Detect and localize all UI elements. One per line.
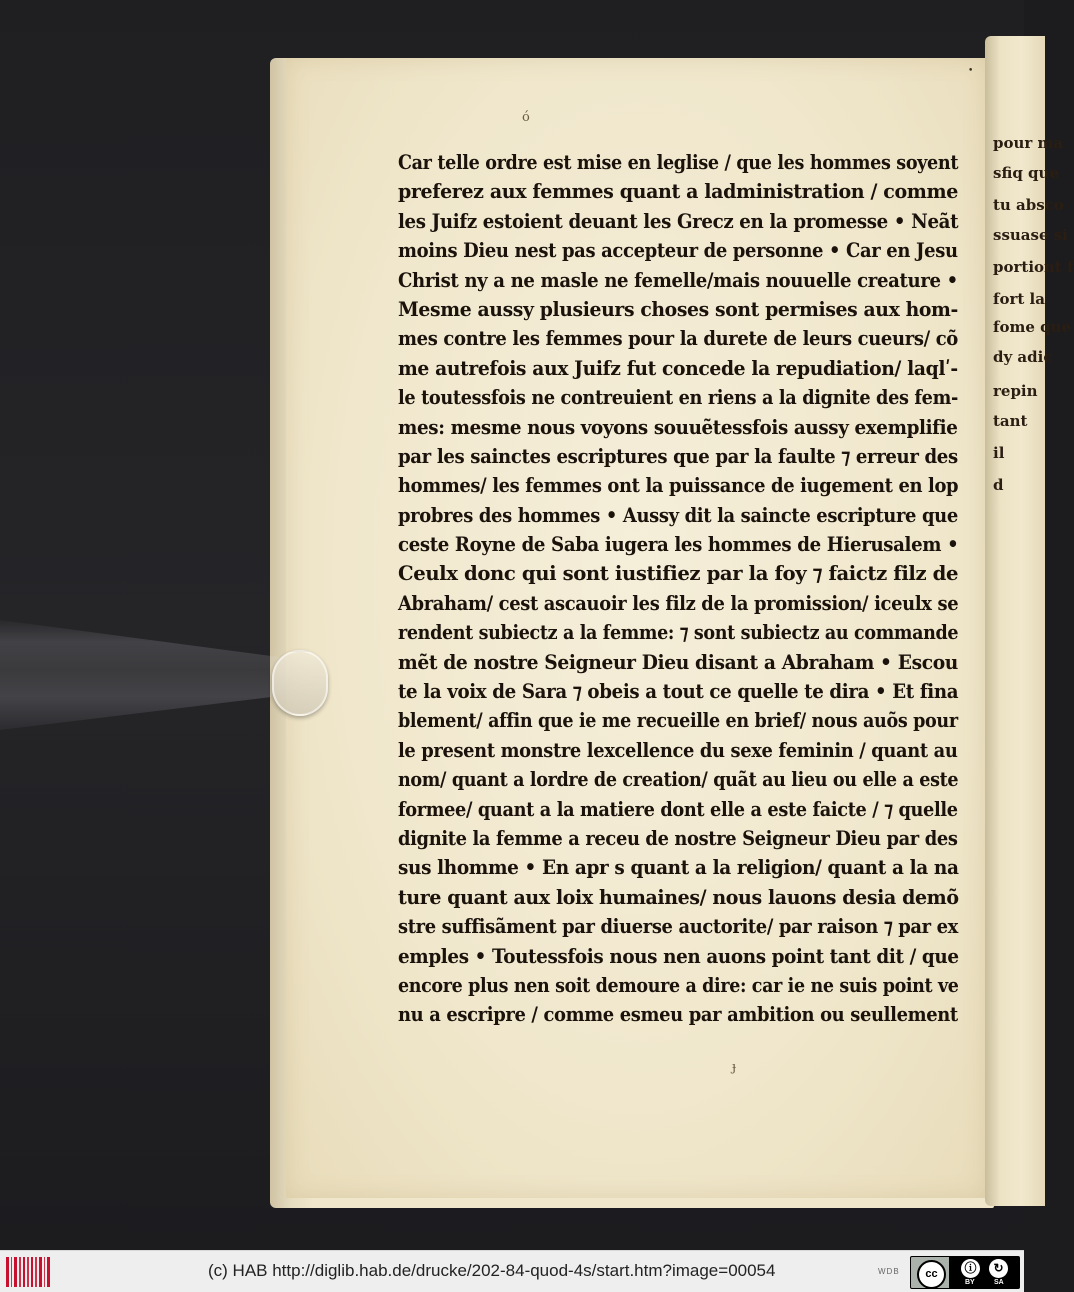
cc-license-badge[interactable]: [910, 1256, 1020, 1289]
cc-icon: cc: [917, 1260, 946, 1289]
glass-tip: [272, 650, 328, 716]
text-line: encore plus nen soit demoure a dire: car ie ne suis point ve: [398, 972, 959, 997]
next-page-fragment: sfiq que: [993, 164, 1059, 182]
text-line: dignite la femme a receu de nostre Seigneur Dieu par des: [398, 825, 958, 850]
text-line: emples • Toutessfois nous nen auons point tant dit / que: [398, 943, 959, 968]
text-line: Car telle ordre est mise en leglise / que les hommes soyent: [398, 150, 959, 174]
text-line: nom/ quant a lordre de creation/ quãt au lieu ou elle a este: [398, 767, 959, 792]
text-line: Mesme aussy plusieurs choses sont permises aux hom-: [398, 296, 958, 321]
by-label: BY: [965, 1279, 975, 1286]
text-line: preferez aux femmes quant a ladministration / comme: [398, 179, 958, 204]
glass-bar: [0, 620, 290, 730]
glass-page-weight: [0, 620, 330, 730]
text-line: formee/ quant a la matiere dont elle a este faicte / ⁊ quelle: [398, 796, 958, 821]
text-line: Abraham/ cest ascauoir les filz de la promission/ iceulx se: [398, 590, 959, 615]
top-mark: ó: [522, 110, 530, 125]
next-page-fragment: fort la: [993, 290, 1045, 308]
text-line: nu a escripre / comme esmeu par ambition ou seullement: [398, 1002, 958, 1027]
text-line: te la voix de Sara ⁊ obeis a tout ce quelle te dira • Et fina: [398, 679, 959, 704]
sa-label: SA: [994, 1279, 1004, 1286]
text-line: par les sainctes escriptures que par la faulte ⁊ erreur des: [398, 443, 958, 468]
copyright-url[interactable]: (c) HAB http://diglib.hab.de/drucke/202-84-quod-4s/start.htm?image=00054: [208, 1261, 776, 1280]
next-page-fragment: d: [993, 476, 1004, 494]
text-line: mes: mesme nous voyons souuẽtessfois aussy exemplifie: [398, 414, 958, 439]
hab-logo-icon: [6, 1257, 50, 1287]
page-text-block: [398, 148, 968, 1030]
next-page-fragment: repin: [993, 382, 1038, 400]
by-attribution-icon: ⓘ: [961, 1259, 980, 1278]
next-page-fragment: dy adic: [993, 348, 1053, 366]
next-page-fragment: il: [993, 444, 1005, 462]
next-page-fragment: pour ma: [993, 134, 1064, 152]
text-line: rendent subiectz a la femme: ⁊ sont subiectz au commande: [398, 620, 959, 645]
next-page-fragment: portiont f: [993, 258, 1074, 276]
wdb-label: WDB: [878, 1267, 900, 1276]
text-line: blement/ affin que ie me recueille en brief/ nous auõs pour: [398, 708, 958, 733]
next-page-fragment: ssuase si: [993, 226, 1068, 244]
text-line: les Juifz estoient deuant les Grecz en la promesse • Neãt: [398, 208, 959, 233]
text-line: me autrefois aux Juifz fut concede la repudiation/ laqlʹ-: [398, 355, 958, 380]
next-page-sliver: [985, 36, 1074, 1206]
text-line: stre suffisãment par diuerse auctorite/ par raison ⁊ par ex: [398, 914, 958, 939]
next-page-fragment: fome que: [993, 318, 1072, 336]
bottom-mark: ɟ: [732, 1060, 737, 1075]
text-line: ceste Royne de Saba iugera les hommes de Hierusalem •: [398, 532, 959, 557]
cc-badge-dark-panel: [949, 1257, 1019, 1288]
text-line: moins Dieu nest pas accepteur de personne • Car en Jesu: [398, 238, 958, 263]
text-line: sus lhomme • En apr s quant a la religion/ quant a la na: [398, 855, 959, 880]
text-line: le toutessfois ne contreuient en riens a la dignite des fem-: [398, 385, 958, 410]
text-line: mẽt de nostre Seigneur Dieu disant a Abraham • Escou: [398, 649, 958, 674]
footer-bar: [0, 1250, 1024, 1292]
text-line: hommes/ les femmes ont la puissance de iugement en lop: [398, 473, 959, 498]
corner-mark: •: [968, 66, 974, 76]
next-page-fragment: tant: [993, 412, 1028, 430]
text-line: Christ ny a ne masle ne femelle/mais nouuelle creature •: [398, 267, 958, 292]
text-line: probres des hommes • Aussy dit la saincte escripture que: [398, 502, 958, 527]
text-line: le present monstre lexcellence du sexe feminin / quant au: [398, 737, 958, 762]
sa-sharealike-icon: ↻: [989, 1259, 1008, 1278]
next-page-fragment: tu absco: [993, 196, 1064, 214]
text-line: Ceulx donc qui sont iustifiez par la foy ⁊ faictz filz de: [398, 561, 959, 586]
text-line: ture quant aux loix humaines/ nous lauons desia demõ: [398, 884, 959, 909]
text-line: mes contre les femmes pour la durete de leurs cueurs/ cõ: [398, 326, 958, 351]
